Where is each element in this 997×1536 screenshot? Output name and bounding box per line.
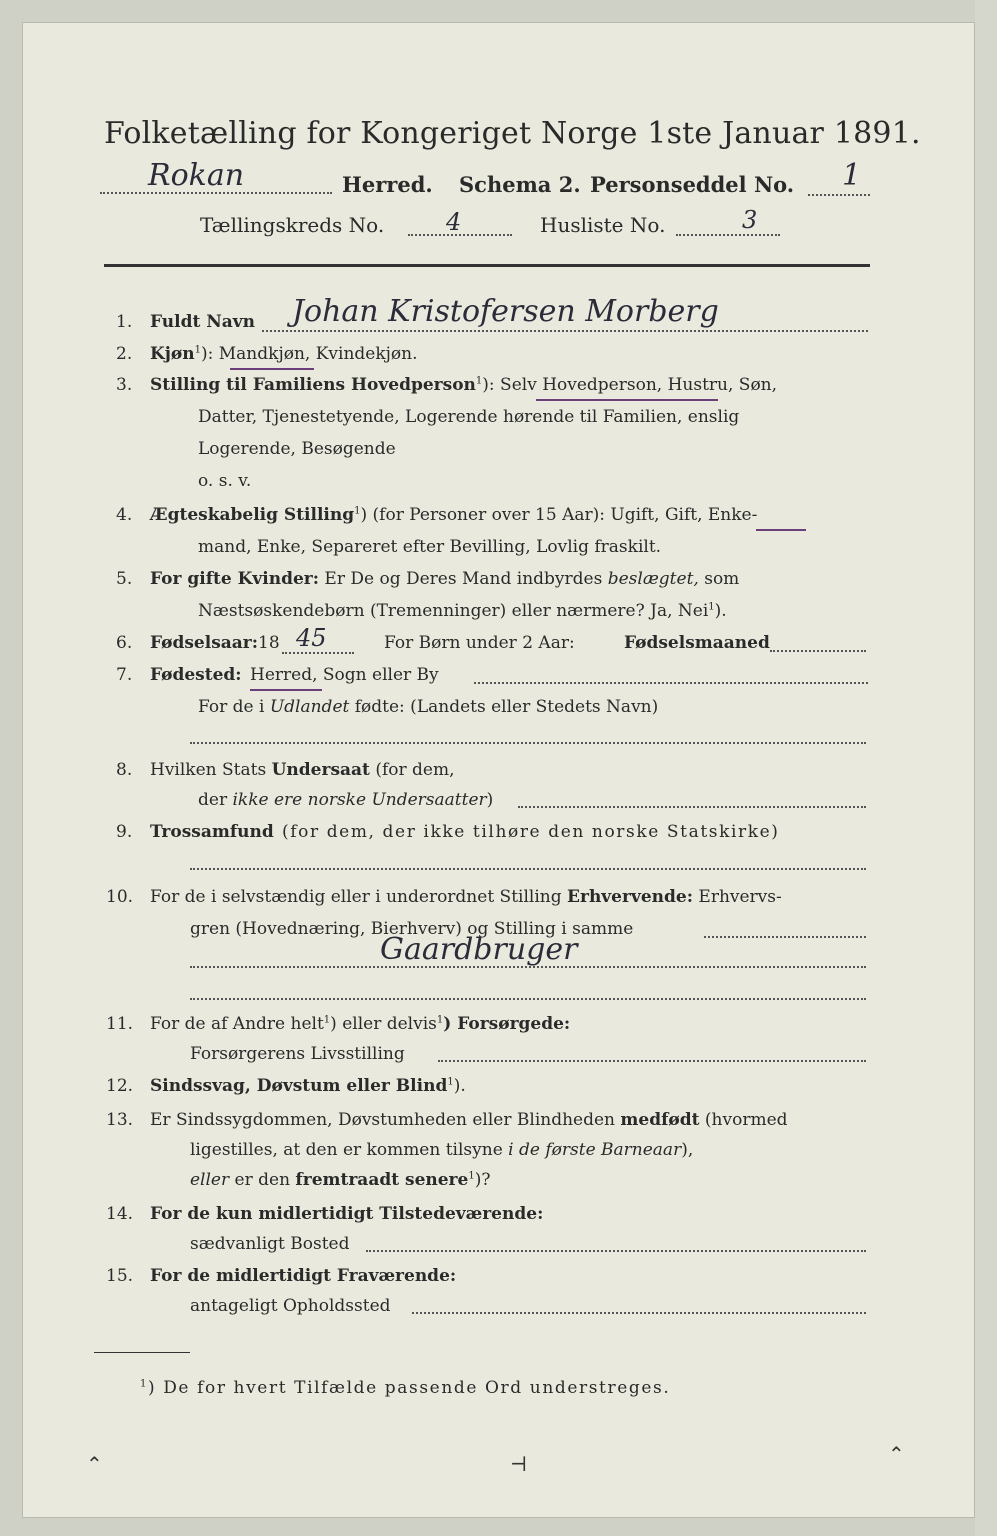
- q1-field-line: [262, 330, 868, 332]
- q13-text-d: ligestilles, at den er kommen tilsyne: [190, 1140, 503, 1160]
- q13-text-i: fremtraadt senere: [295, 1170, 469, 1190]
- q4-line1: [150, 505, 757, 525]
- q4-underline-gift: [756, 529, 806, 531]
- q6-under2: For Børn under 2 Aar:: [384, 633, 575, 653]
- q7-text-c: fødte: (Landets eller Stedets Navn): [354, 697, 659, 717]
- q11-line1: [150, 1014, 570, 1034]
- q6-month-line: [770, 650, 866, 652]
- q10-line2: gren (Hovednæring, Bierhverv) og Stilling i samme: [190, 919, 634, 939]
- q2-label: Kjøn: [150, 344, 195, 364]
- q10-number: 10.: [106, 887, 134, 907]
- kreds-label: Tællingskreds No.: [200, 213, 385, 237]
- q4-options: ) (for Personer over 15 Aar): Ugift, Gift, Enke-: [360, 505, 758, 525]
- q11-text-a: For de af Andre helt: [150, 1014, 324, 1034]
- footnote-rule: [94, 1352, 190, 1353]
- q3-line1: [150, 375, 777, 395]
- q8-line2: [198, 790, 493, 810]
- q13-text-a: Er Sindssygdommen, Døvstumheden eller Blindheden: [150, 1110, 615, 1130]
- q13-sup: 1: [468, 1170, 475, 1182]
- center-mark: ⊣: [510, 1452, 528, 1476]
- q10-text-b: Erhvervende:: [567, 887, 693, 907]
- q6-fodselsmaaned: Fødselsmaaned: [624, 633, 770, 653]
- q14-field-line: [366, 1250, 866, 1252]
- q13-text-h: er den: [234, 1170, 291, 1190]
- q4-number: 4.: [116, 505, 133, 525]
- q14-line1: For de kun midlertidigt Tilstedeværende:: [150, 1204, 544, 1224]
- q13-text-b: medfødt: [620, 1110, 700, 1130]
- q10-text-c: Erhvervs-: [698, 887, 782, 907]
- q6-year-value[interactable]: 45: [296, 624, 327, 652]
- header-rule: [104, 264, 870, 267]
- q13-text-c: (hvormed: [704, 1110, 788, 1130]
- form-title: Folketælling for Kongeriget Norge 1ste Januar 1891.: [104, 116, 921, 151]
- q13-text-j: )?: [474, 1170, 491, 1190]
- q12-label: Sindssvag, Døvstum eller Blind: [150, 1076, 448, 1096]
- q12-line: [150, 1076, 466, 1096]
- q7-text-b: Udlandet: [269, 697, 350, 717]
- q7-number: 7.: [116, 665, 133, 685]
- q1-label: Fuldt Navn: [150, 312, 256, 332]
- q11-number: 11.: [106, 1014, 134, 1034]
- q6-prefix: 18: [258, 633, 280, 653]
- corner-mark-left: ⌃: [86, 1452, 103, 1476]
- q15-number: 15.: [106, 1266, 134, 1286]
- personseddel-field-line: [808, 194, 870, 196]
- footnote-text: ) De for hvert Tilfælde passende Ord understreges.: [147, 1378, 671, 1398]
- kreds-value[interactable]: 4: [446, 208, 462, 236]
- q9-label: Trossamfund: [150, 822, 274, 842]
- q5-line1: [150, 569, 739, 589]
- husliste-value[interactable]: 3: [742, 206, 758, 234]
- q12-number: 12.: [106, 1076, 134, 1096]
- q9-field-line: [190, 868, 866, 870]
- husliste-field-line: [676, 234, 780, 236]
- q15-line2: antageligt Opholdssted: [190, 1296, 391, 1316]
- q8-number: 8.: [116, 760, 133, 780]
- q14-line2: sædvanligt Bosted: [190, 1234, 350, 1254]
- q7-underline-herred: [250, 689, 322, 691]
- q13-text-e: i de første Barneaar: [508, 1140, 682, 1160]
- q7-options: Herred, Sogn eller By: [250, 665, 439, 685]
- q15-field-line: [412, 1312, 866, 1314]
- q6-label: Fødselsaar:: [150, 633, 259, 653]
- q3-underline-hovedperson: [536, 399, 718, 401]
- q6-number: 6.: [116, 633, 133, 653]
- q13-text-f: ),: [681, 1140, 694, 1160]
- herred-value[interactable]: Rokan: [148, 158, 245, 193]
- q2-line: [150, 344, 418, 364]
- q5-line2: [198, 601, 727, 621]
- q3-options: ): Selv Hovedperson, Hustru, Søn,: [482, 375, 778, 395]
- q13-line2: [190, 1140, 693, 1160]
- q3-line3: Logerende, Besøgende: [198, 439, 396, 459]
- q13-text-g: eller: [190, 1170, 230, 1190]
- q5-label: For gifte Kvinder:: [150, 569, 320, 589]
- q5-number: 5.: [116, 569, 133, 589]
- q9-text: (for dem, der ikke tilhøre den norske Statskirke): [282, 822, 780, 842]
- q5-end: ).: [714, 601, 727, 621]
- footnote: [140, 1378, 670, 1398]
- q2-underline-mandkjon: [230, 368, 314, 370]
- q5-text-a: Er De og Deres Mand indbyrdes: [324, 569, 603, 589]
- q10-text-a: For de i selvstændig eller i underordnet Stilling: [150, 887, 562, 907]
- q8-text-a: Hvilken Stats: [150, 760, 267, 780]
- q7-field-line: [474, 682, 868, 684]
- q1-name-value[interactable]: Johan Kristofersen Morberg: [292, 294, 719, 329]
- q12-end: ).: [453, 1076, 466, 1096]
- schema-label: Schema 2.: [459, 172, 581, 197]
- q10-field-line3: [190, 998, 866, 1000]
- q11-field-line: [438, 1060, 866, 1062]
- q2-number: 2.: [116, 344, 133, 364]
- q3-label: Stilling til Familiens Hovedperson: [150, 375, 476, 395]
- scan-edge: [975, 0, 997, 1536]
- footnote-sup: 1: [140, 1378, 148, 1390]
- q5-question: Næstsøskendebørn (Tremenninger) eller nærmere? Ja, Nei: [198, 601, 709, 621]
- q9-number: 9.: [116, 822, 133, 842]
- q14-number: 14.: [106, 1204, 134, 1224]
- herred-label: Herred.: [342, 172, 433, 197]
- q3-line4: o. s. v.: [198, 471, 252, 491]
- q8-text-c: (for dem,: [375, 760, 455, 780]
- q4-sup: 1: [354, 505, 361, 517]
- q2-sup: 1: [194, 344, 201, 356]
- personseddel-value[interactable]: 1: [842, 158, 862, 193]
- q8-field-line: [518, 806, 866, 808]
- q4-label: Ægteskabelig Stilling: [150, 505, 355, 525]
- q3-sup: 1: [475, 375, 483, 387]
- q5-sup: 1: [708, 601, 715, 613]
- q8-text-e: ikke ere norske Undersaatter: [232, 790, 487, 810]
- q11-text-c: ) Forsørgede:: [443, 1014, 571, 1034]
- q11-sup2: 1: [436, 1014, 444, 1026]
- corner-mark-right: ⌃: [888, 1442, 905, 1466]
- q7-label: Fødested:: [150, 665, 242, 685]
- q11-text-b: ) eller delvis: [330, 1014, 437, 1034]
- q15-line1: For de midlertidigt Fraværende:: [150, 1266, 457, 1286]
- q3-line2: Datter, Tjenestetyende, Logerende hørende til Familien, enslig: [198, 407, 740, 427]
- q5-text-b: beslægtet,: [607, 569, 699, 589]
- q10-field-line1: [704, 936, 866, 938]
- q5-text-c: som: [704, 569, 740, 589]
- q13-line1: [150, 1110, 788, 1130]
- q10-line1: [150, 887, 782, 907]
- q3-number: 3.: [116, 375, 133, 395]
- q13-number: 13.: [106, 1110, 134, 1130]
- q11-line2: Forsørgerens Livsstilling: [190, 1044, 405, 1064]
- q1-number: 1.: [116, 312, 133, 332]
- q7-field-line2: [190, 742, 866, 744]
- q8-text-d: der: [198, 790, 228, 810]
- husliste-label: Husliste No.: [540, 213, 666, 237]
- q4-line2: mand, Enke, Separeret efter Bevilling, Lovlig fraskilt.: [198, 537, 662, 557]
- q10-occupation-value[interactable]: Gaardbruger: [380, 932, 578, 967]
- q7-line2: [198, 697, 658, 717]
- q8-line1: [150, 760, 454, 780]
- q7-text-a: For de i: [198, 697, 265, 717]
- q8-text-b: Undersaat: [271, 760, 370, 780]
- q2-options: ): Mandkjøn, Kvindekjøn.: [201, 344, 418, 364]
- q11-sup1: 1: [323, 1014, 331, 1026]
- personseddel-label: Personseddel No.: [590, 172, 795, 197]
- q6-field-line: [282, 652, 354, 654]
- q8-text-f: ): [486, 790, 494, 810]
- q12-sup: 1: [447, 1076, 454, 1088]
- q13-line3: [190, 1170, 490, 1190]
